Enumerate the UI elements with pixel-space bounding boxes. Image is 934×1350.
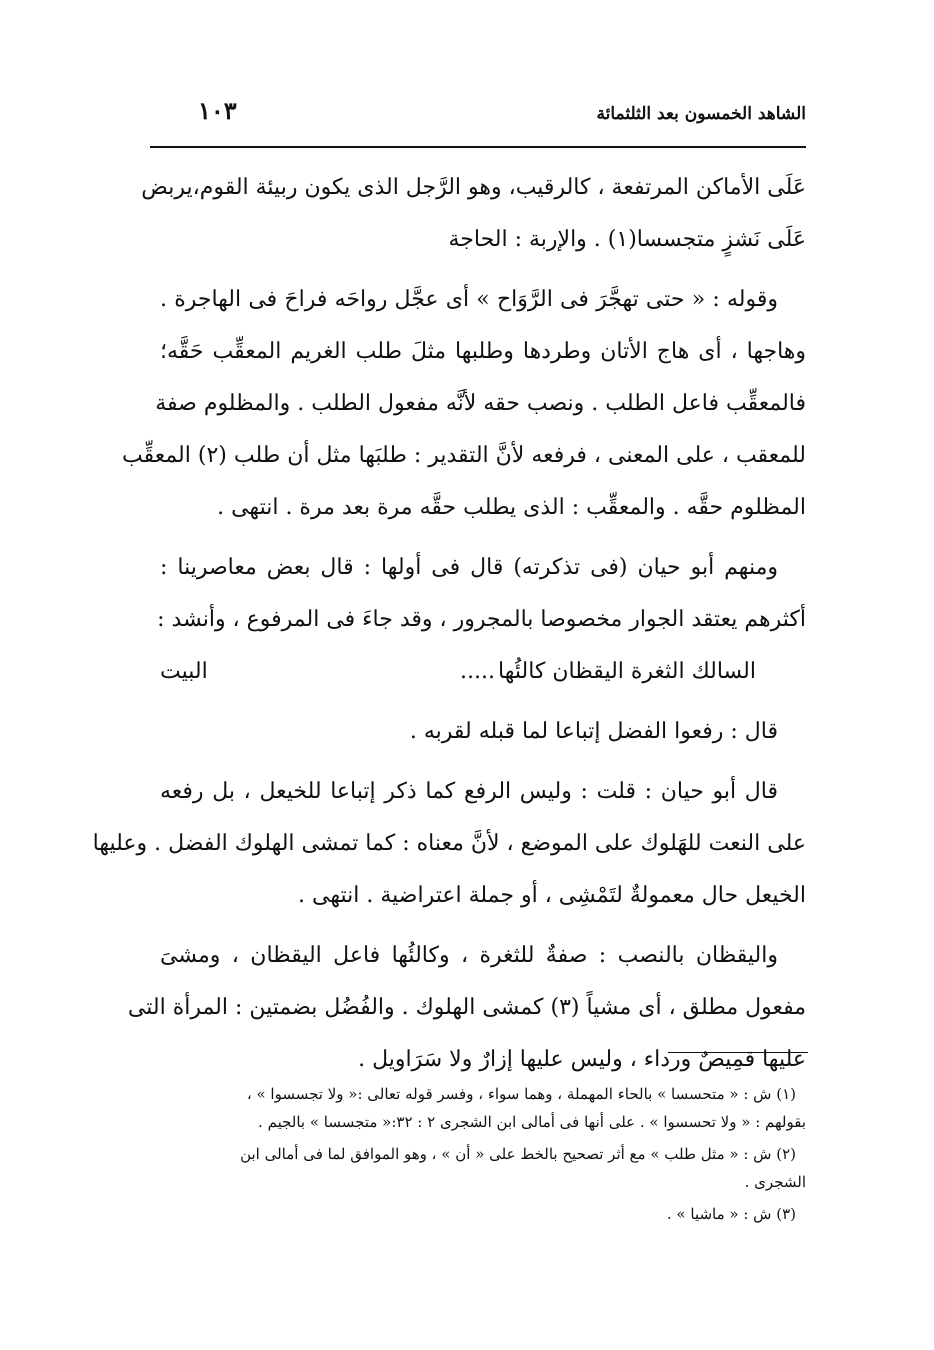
- text-line: للمعقب ، على المعنى ، فرفعه لأنَّ التقدير : طلبَها مثل أن طلب (٢) المعقِّب: [121, 443, 806, 468]
- text-line: عَلَى الأماكن المرتفعة ، كالرقيب، وهو الرَّجل الذى يكون ربيئة القوم،يربض: [141, 175, 806, 200]
- paragraph-1: [141, 162, 806, 266]
- running-title: الشاهد الخمسون بعد الثلثمائة: [596, 104, 806, 124]
- text-line: وقوله : « حتى تهجَّرَ فى الرَّوَاح » أى عجَّل رواحَه فراحَ فى الهاجرة .: [160, 287, 778, 312]
- verse-ellipsis: .....: [460, 659, 495, 684]
- text-line: وهاجها ، أى هاج الأتان وطردها وطلبها مثلَ طلب الغريم المعقِّب حَقَّه؛: [160, 339, 806, 364]
- verse-tag: البيت: [160, 659, 208, 684]
- page-header: [150, 88, 806, 148]
- text-line: ومنهم أبو حيان (فى تذكرته) قال فى أولها : قال بعض معاصرينا :: [160, 555, 778, 580]
- footnote-line: الشجرى .: [744, 1173, 806, 1191]
- text-line: أكثرهم يعتقد الجوار مخصوصا بالمجرور ، وقد جاءَ فى المرفوع ، وأنشد :: [157, 607, 806, 632]
- footnote-1: [160, 1080, 806, 1136]
- footnote-3: [160, 1200, 806, 1228]
- verse-line: [160, 646, 806, 698]
- text-line: المظلوم حقَّه . والمعقِّب : الذى يطلب حقَّه مرة بعد مرة . انتهى .: [217, 495, 806, 520]
- footnote-line: (٢) ش : « مثل طلب » مع أثر تصحيح بالخط على « أن » ، وهو الموافق لما فى أمالى ابن: [240, 1145, 796, 1163]
- paragraph-3: [157, 542, 806, 646]
- text-line: الخيعل حال معمولةٌ لتَمْشِى ، أو جملة اعتراضية . انتهى .: [298, 883, 806, 908]
- page-number: ١٠٣: [198, 96, 237, 125]
- text-line: فالمعقِّب فاعل الطلب . ونصب حقه لأنَّه مفعول الطلب . والمظلوم صفة: [155, 391, 806, 416]
- header-rule: [150, 146, 806, 148]
- main-text: [92, 162, 806, 1086]
- footnote-line: بقولهم : « ولا تحسسوا » . على أنها فى أمالى ابن الشجرى ٢ : ٣٢:« متجسسا » بالجيم .: [258, 1113, 806, 1131]
- footnote-line: (١) ش : « متحسسا » بالحاء المهملة ، وهما سواء ، وفسر قوله تعالى :« ولا تجسسوا » ،: [246, 1085, 796, 1103]
- text-line: قال أبو حيان : قلت : وليس الرفع كما ذكر إتباعا للخيعل ، بل رفعه: [160, 779, 778, 804]
- footnote-2: [160, 1140, 806, 1196]
- text-line: واليقظان بالنصب : صفةٌ للثغرة ، وكالئُها فاعل اليقظان ، ومشىَ: [160, 943, 778, 968]
- text-line: مفعول مطلق ، أى مشياً (٣) كمشى الهلوك . والفُضُل بضمتين : المرأة التى: [127, 995, 806, 1020]
- text-line: عليها قمِيصٌ ورداء ، وليس عليها إزارٌ ولا سَرَاويل .: [358, 1047, 806, 1072]
- paragraph-5: [92, 766, 806, 922]
- text-line: على النعت للهَلوك على الموضع ، لأنَّ معناه : كما تمشى الهلوك الفضل . وعليها: [92, 831, 806, 856]
- text-line: قال : رفعوا الفضل إتباعا لما قبله لقربه .: [409, 719, 778, 744]
- paragraph-6: [127, 930, 806, 1086]
- paragraph-4: [160, 706, 806, 758]
- footnote-rule: [668, 1052, 808, 1053]
- footnotes: [160, 1080, 806, 1228]
- footnote-line: (٣) ش : « ماشيا » .: [666, 1205, 796, 1223]
- text-line: عَلَى نَشزٍ متجسسا(١) . والإربة : الحاجة: [448, 227, 806, 252]
- verse-text: السالك الثغرة اليقظان كالئُها: [498, 659, 756, 684]
- paragraph-2: [121, 274, 806, 534]
